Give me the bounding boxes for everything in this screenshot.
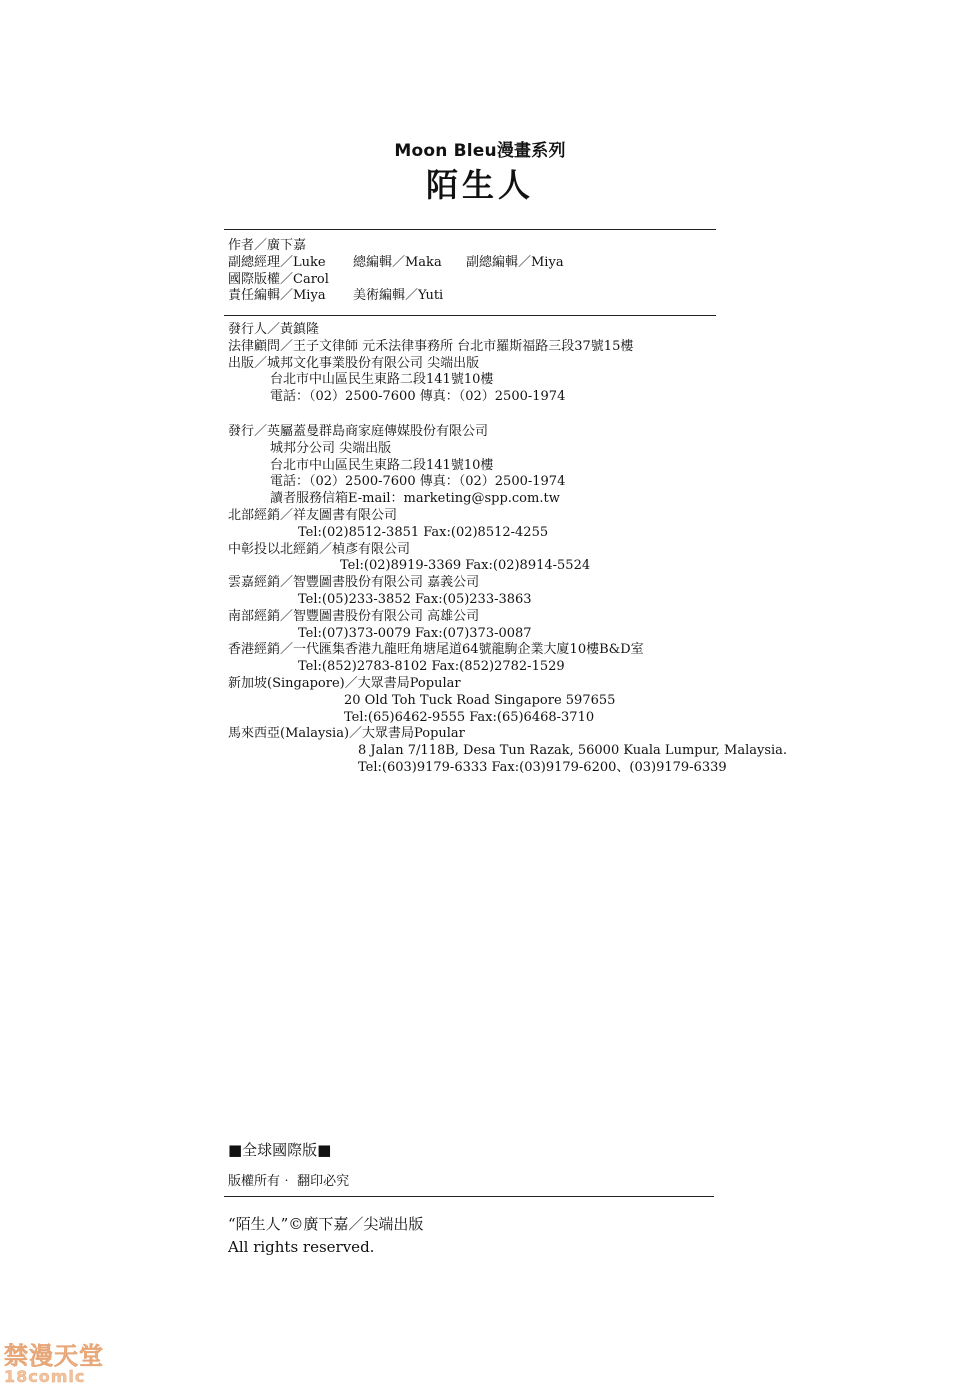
author-credit: 作者／廣下嘉 — [228, 238, 307, 253]
credits-block — [228, 238, 564, 305]
central-contact: Tel:(02)8919-3369 Fax:(02)8914-5524 — [340, 558, 591, 574]
divider-bottom — [224, 1196, 714, 1197]
rights-notice: 版權所有‧ 翻印必究 — [228, 1174, 350, 1189]
issuer-line: 發行／英屬蓋曼群島商家庭傳媒股份有限公司 — [228, 424, 489, 439]
divider-middle — [224, 315, 716, 316]
hk-contact: Tel:(852)2783-8102 Fax:(852)2782-1529 — [298, 659, 565, 675]
my-contact: Tel:(603)9179-6333 Fax:(03)9179-6200、(03)9179-6339 — [358, 759, 727, 775]
my-distributor: 馬來西亞(Malaysia)／大眾書局Popular — [228, 726, 465, 742]
branch-line: 城邦分公司 尖端出版 — [270, 440, 392, 456]
sg-distributor: 新加坡(Singapore)／大眾書局Popular — [228, 675, 461, 691]
watermark-text-en: 18comic — [4, 1367, 86, 1386]
south-contact: Tel:(07)373-0079 Fax:(07)373-0087 — [298, 625, 532, 641]
publisher-line: 發行人／黃鎮隆 — [228, 322, 320, 337]
north-contact: Tel:(02)8512-3851 Fax:(02)8512-4255 — [298, 524, 549, 540]
central-distributor: 中彰投以北經銷／楨彥有限公司 — [228, 541, 411, 557]
deputy-chief-editor-credit: 副總編輯／Miya — [466, 254, 564, 270]
watermark-text-cn: 禁漫天堂 — [4, 1342, 104, 1370]
chiayi-contact: Tel:(05)233-3852 Fax:(05)233-3863 — [298, 591, 532, 607]
sg-contact: Tel:(65)6462-9555 Fax:(65)6468-3710 — [344, 709, 595, 725]
south-distributor: 南部經銷／智豐圖書股份有限公司 高雄公司 — [228, 608, 480, 624]
intl-edition-label: ■全球國際版■ — [228, 1141, 332, 1159]
branch-address: 台北市中山區民生東路二段141號10樓 — [270, 457, 494, 473]
hk-distributor: 香港經銷／一代匯集香港九龍旺角塘尾道64號龍駒企業大廈10樓B&D室 — [228, 642, 644, 658]
publication-address: 台北市中山區民生東路二段141號10樓 — [270, 372, 494, 388]
reader-email: 讀者服務信箱E-mail：marketing@spp.com.tw — [270, 491, 560, 507]
all-rights-reserved: All rights reserved. — [228, 1238, 375, 1256]
copyright-line: “陌生人”©廣下嘉／尖端出版 — [228, 1215, 424, 1233]
divider-top — [224, 229, 716, 230]
site-watermark — [4, 1344, 104, 1386]
managing-editor-credit: 責任編輯／Miya — [228, 288, 326, 304]
distribution-block — [228, 424, 787, 777]
series-name: Moon Bleu漫畫系列 — [394, 141, 566, 161]
my-address: 8 Jalan 7/118B, Desa Tun Razak, 56000 Kuala Lumpur, Malaysia. — [358, 743, 788, 759]
chief-editor-credit: 總編輯／Maka — [353, 254, 442, 270]
art-editor-credit: 美術編輯／Yuti — [353, 288, 444, 304]
publication-line: 出版／城邦文化事業股份有限公司 尖端出版 — [228, 355, 480, 371]
book-title: 陌生人 — [425, 166, 534, 204]
deputy-gm-credit: 副總經理／Luke — [228, 254, 326, 270]
chiayi-distributor: 雲嘉經銷／智豐圖書股份有限公司 嘉義公司 — [228, 575, 480, 591]
legal-line: 法律顧問／王子文律師 元禾法律事務所 台北市羅斯福路三段37號15樓 — [228, 338, 634, 354]
publishing-block — [228, 322, 633, 406]
intl-rights-credit: 國際版權／Carol — [228, 271, 329, 287]
publication-phone: 電話：（02）2500-7600 傳真：（02）2500-1974 — [270, 389, 566, 405]
north-distributor: 北部經銷／祥友圖書有限公司 — [228, 507, 398, 523]
sg-address: 20 Old Toh Tuck Road Singapore 597655 — [344, 692, 616, 708]
branch-phone: 電話：（02）2500-7600 傳真：（02）2500-1974 — [270, 474, 566, 490]
